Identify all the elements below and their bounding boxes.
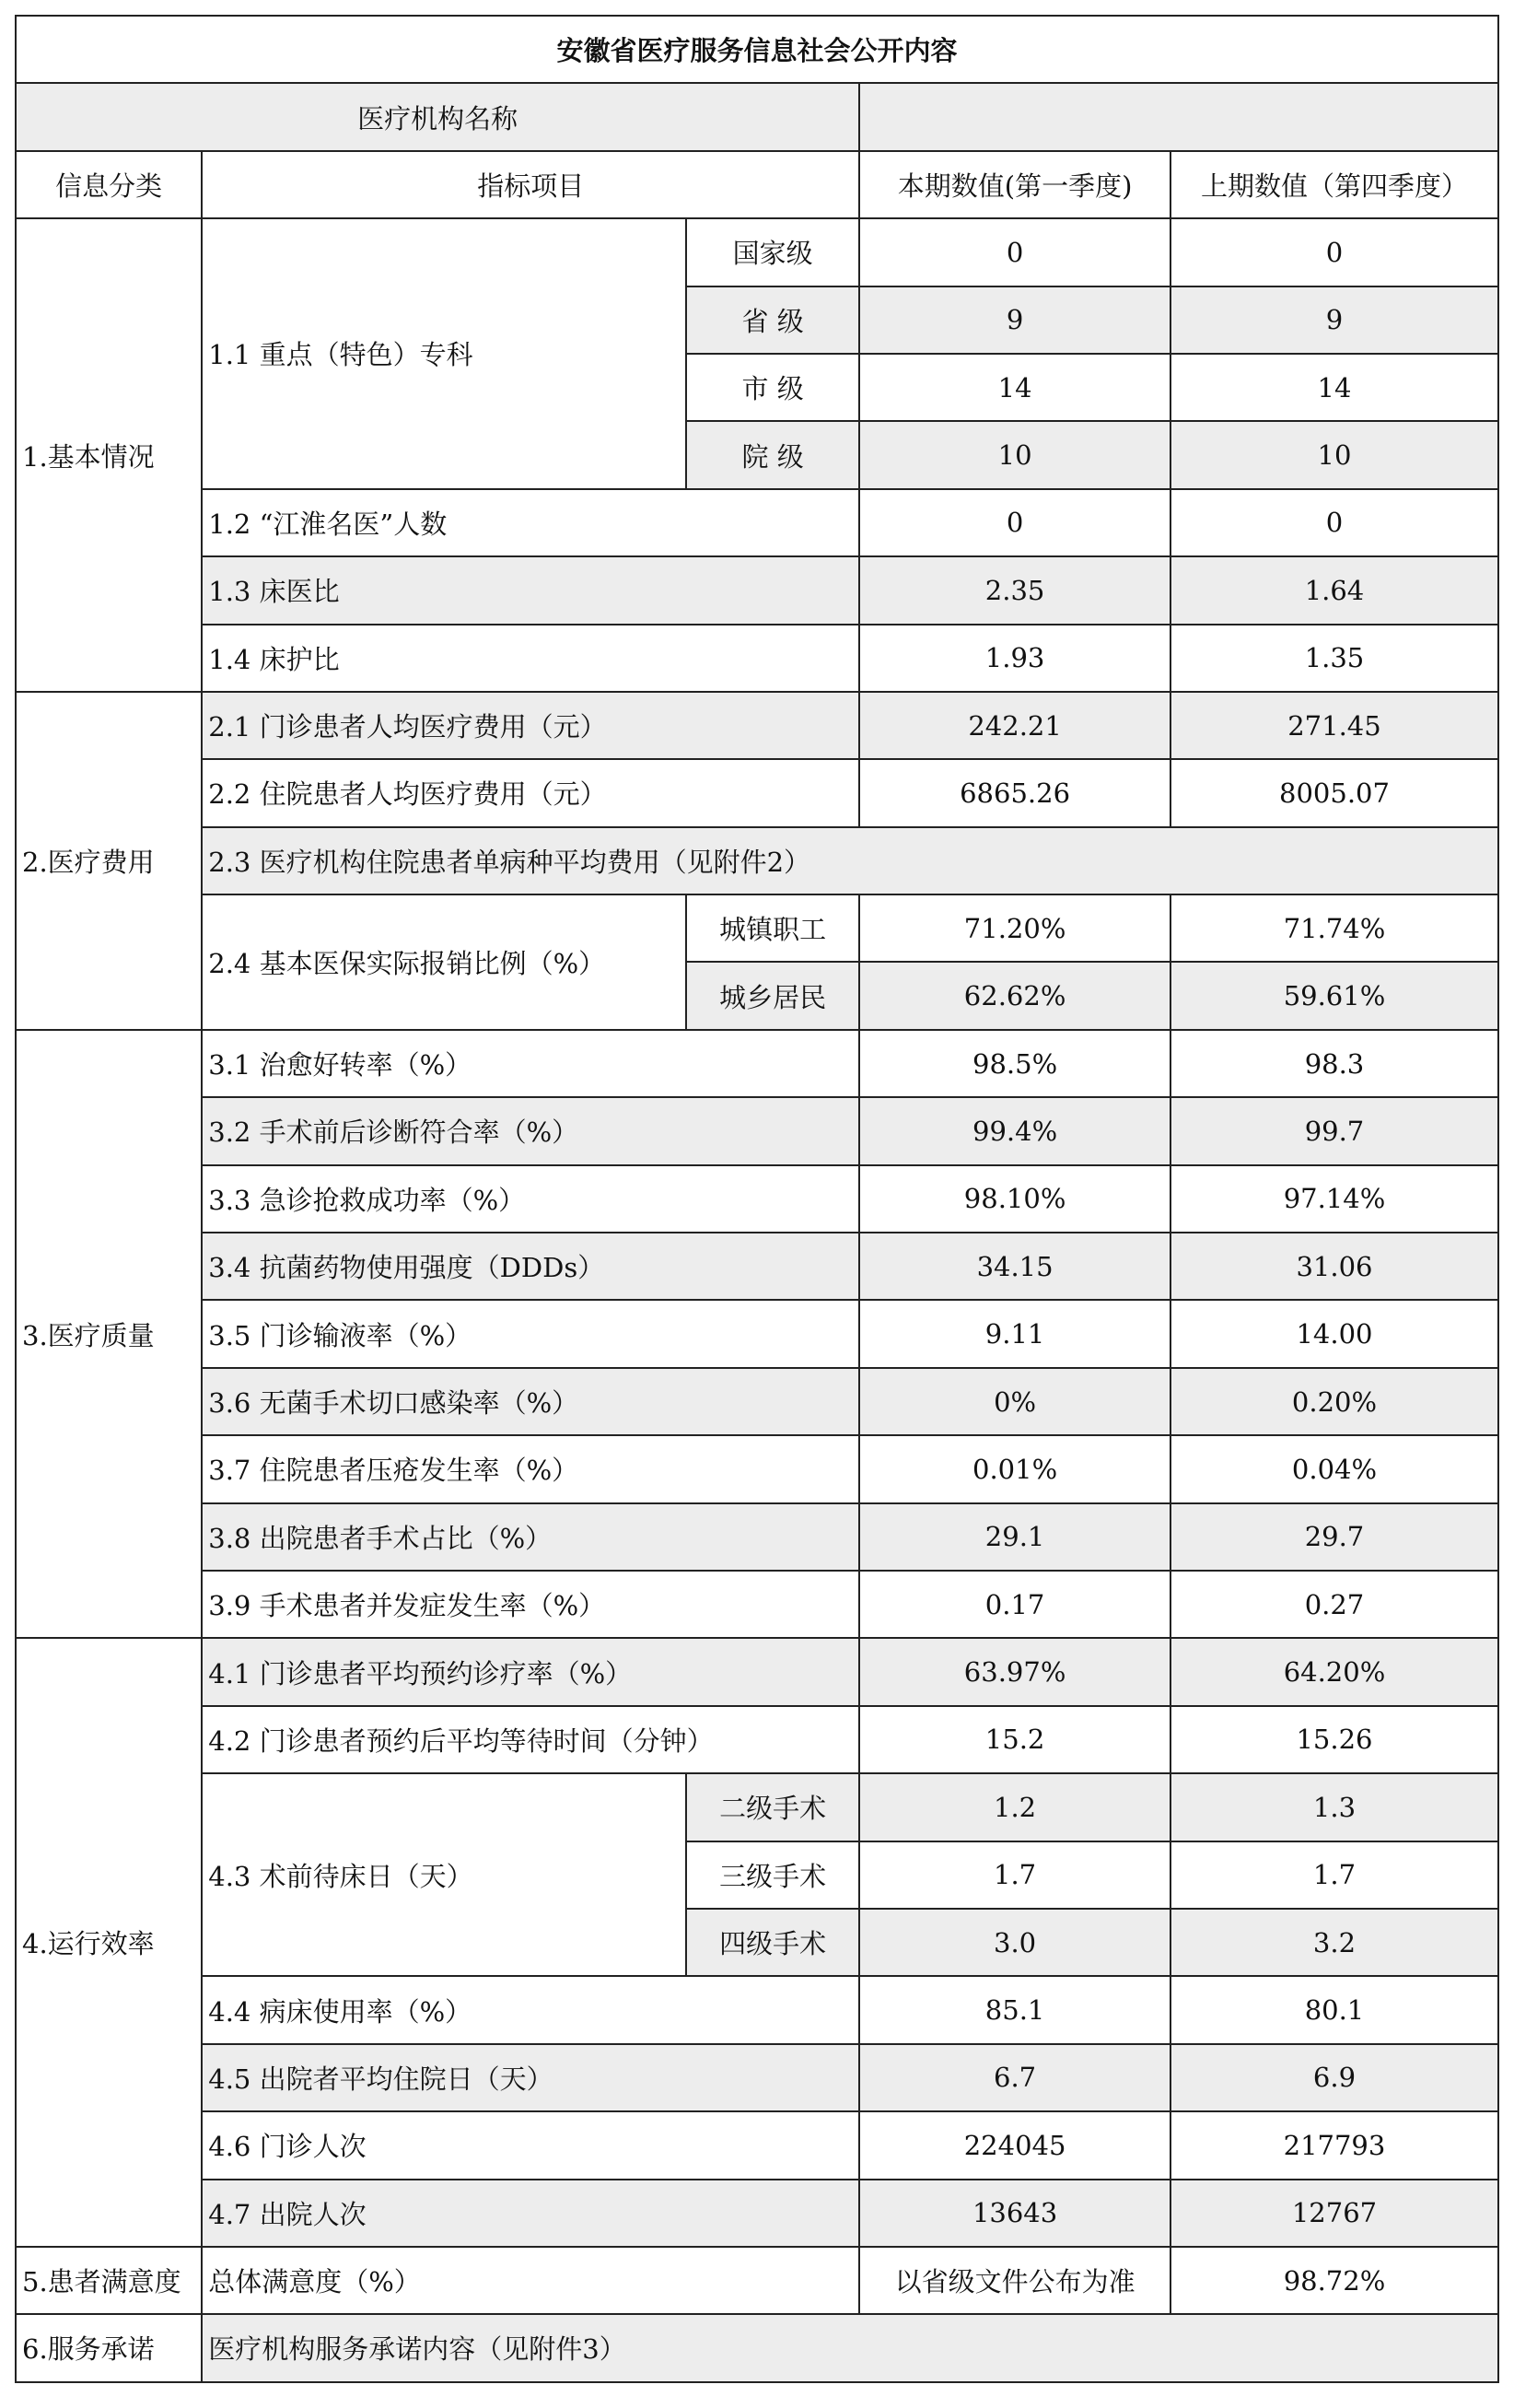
item-label: 3.6 无菌手术切口感染率（%） xyxy=(202,1368,859,1435)
previous-value: 0.27 xyxy=(1170,1571,1498,1638)
previous-value: 0 xyxy=(1170,489,1498,556)
previous-value: 0 xyxy=(1170,218,1498,286)
previous-value: 8005.07 xyxy=(1170,759,1498,826)
sub-item: 二级手术 xyxy=(686,1773,859,1841)
sub-item: 四级手术 xyxy=(686,1909,859,1976)
header-current: 本期数值(第一季度) xyxy=(859,151,1170,218)
current-value: 34.15 xyxy=(859,1233,1170,1300)
current-value: 15.2 xyxy=(859,1706,1170,1773)
header-category: 信息分类 xyxy=(16,151,202,218)
current-value: 29.1 xyxy=(859,1503,1170,1571)
item-label: 4.7 出院人次 xyxy=(202,2180,859,2247)
item-label: 1.2 “江淮名医”人数 xyxy=(202,489,859,556)
current-value: 以省级文件公布为准 xyxy=(859,2247,1170,2314)
item-label: 3.7 住院患者压疮发生率（%） xyxy=(202,1435,859,1502)
category-basic: 1.基本情况 xyxy=(16,218,202,692)
current-value: 3.0 xyxy=(859,1909,1170,1976)
previous-value: 1.3 xyxy=(1170,1773,1498,1841)
category-cost: 2.医疗费用 xyxy=(16,692,202,1030)
current-value: 99.4% xyxy=(859,1097,1170,1164)
previous-value: 97.14% xyxy=(1170,1165,1498,1233)
previous-value: 14 xyxy=(1170,354,1498,421)
previous-value: 6.9 xyxy=(1170,2044,1498,2111)
current-value: 0 xyxy=(859,489,1170,556)
page-title: 安徽省医疗服务信息社会公开内容 xyxy=(16,16,1498,83)
current-value: 0 xyxy=(859,218,1170,286)
current-value: 98.10% xyxy=(859,1165,1170,1233)
current-value: 98.5% xyxy=(859,1030,1170,1097)
current-value: 13643 xyxy=(859,2180,1170,2247)
previous-value: 1.7 xyxy=(1170,1841,1498,1909)
previous-value: 1.64 xyxy=(1170,556,1498,624)
current-value: 6.7 xyxy=(859,2044,1170,2111)
current-value: 85.1 xyxy=(859,1976,1170,2043)
previous-value: 0.20% xyxy=(1170,1368,1498,1435)
category-satisfaction: 5.患者满意度 xyxy=(16,2247,202,2314)
previous-value: 9 xyxy=(1170,286,1498,354)
current-value: 10 xyxy=(859,421,1170,488)
current-value: 0.01% xyxy=(859,1435,1170,1502)
current-value: 62.62% xyxy=(859,962,1170,1029)
item-label: 2.4 基本医保实际报销比例（%） xyxy=(202,894,686,1030)
current-value: 2.35 xyxy=(859,556,1170,624)
previous-value: 10 xyxy=(1170,421,1498,488)
previous-value: 71.74% xyxy=(1170,894,1498,962)
header-previous: 上期数值（第四季度） xyxy=(1170,151,1498,218)
previous-value: 15.26 xyxy=(1170,1706,1498,1773)
current-value: 0.17 xyxy=(859,1571,1170,1638)
category-efficiency: 4.运行效率 xyxy=(16,1638,202,2247)
current-value: 1.93 xyxy=(859,625,1170,692)
category-commitment: 6.服务承诺 xyxy=(16,2314,202,2381)
item-label: 4.6 门诊人次 xyxy=(202,2111,859,2179)
sub-item: 城镇职工 xyxy=(686,894,859,962)
item-label: 2.2 住院患者人均医疗费用（元） xyxy=(202,759,859,826)
previous-value: 1.35 xyxy=(1170,625,1498,692)
previous-value: 64.20% xyxy=(1170,1638,1498,1705)
previous-value: 98.3 xyxy=(1170,1030,1498,1097)
item-label: 4.3 术前待床日（天） xyxy=(202,1773,686,1976)
current-value: 9 xyxy=(859,286,1170,354)
previous-value: 80.1 xyxy=(1170,1976,1498,2043)
item-label: 3.9 手术患者并发症发生率（%） xyxy=(202,1571,859,1638)
previous-value: 217793 xyxy=(1170,2111,1498,2179)
item-label: 3.8 出院患者手术占比（%） xyxy=(202,1503,859,1571)
current-value: 1.2 xyxy=(859,1773,1170,1841)
previous-value: 31.06 xyxy=(1170,1233,1498,1300)
current-value: 14 xyxy=(859,354,1170,421)
item-label: 3.3 急诊抢救成功率（%） xyxy=(202,1165,859,1233)
item-label: 3.5 门诊输液率（%） xyxy=(202,1300,859,1367)
current-value: 71.20% xyxy=(859,894,1170,962)
current-value: 0% xyxy=(859,1368,1170,1435)
previous-value: 29.7 xyxy=(1170,1503,1498,1571)
category-quality: 3.医疗质量 xyxy=(16,1030,202,1639)
sub-item: 城乡居民 xyxy=(686,962,859,1029)
item-label: 1.4 床护比 xyxy=(202,625,859,692)
info-table xyxy=(15,15,1499,2383)
item-label: 4.4 病床使用率（%） xyxy=(202,1976,859,2043)
previous-value: 0.04% xyxy=(1170,1435,1498,1502)
previous-value: 12767 xyxy=(1170,2180,1498,2247)
sub-item: 院 级 xyxy=(686,421,859,488)
current-value: 1.7 xyxy=(859,1841,1170,1909)
current-value: 224045 xyxy=(859,2111,1170,2179)
item-label: 1.1 重点（特色）专科 xyxy=(202,218,686,489)
current-value: 6865.26 xyxy=(859,759,1170,826)
sub-item: 市 级 xyxy=(686,354,859,421)
previous-value: 98.72% xyxy=(1170,2247,1498,2314)
item-label: 1.3 床医比 xyxy=(202,556,859,624)
item-label: 3.2 手术前后诊断符合率（%） xyxy=(202,1097,859,1164)
current-value: 9.11 xyxy=(859,1300,1170,1367)
institution-label: 医疗机构名称 xyxy=(16,83,859,150)
current-value: 242.21 xyxy=(859,692,1170,759)
item-label: 4.5 出院者平均住院日（天） xyxy=(202,2044,859,2111)
item-label: 总体满意度（%） xyxy=(202,2247,859,2314)
previous-value: 59.61% xyxy=(1170,962,1498,1029)
sub-item: 三级手术 xyxy=(686,1841,859,1909)
previous-value: 99.7 xyxy=(1170,1097,1498,1164)
sub-item: 国家级 xyxy=(686,218,859,286)
item-label: 4.1 门诊患者平均预约诊疗率（%） xyxy=(202,1638,859,1705)
previous-value: 271.45 xyxy=(1170,692,1498,759)
institution-value xyxy=(859,83,1498,150)
previous-value: 3.2 xyxy=(1170,1909,1498,1976)
item-label: 3.1 治愈好转率（%） xyxy=(202,1030,859,1097)
item-label: 2.1 门诊患者人均医疗费用（元） xyxy=(202,692,859,759)
header-item: 指标项目 xyxy=(202,151,859,218)
item-label: 4.2 门诊患者预约后平均等待时间（分钟） xyxy=(202,1706,859,1773)
current-value: 63.97% xyxy=(859,1638,1170,1705)
item-label: 2.3 医疗机构住院患者单病种平均费用（见附件2） xyxy=(202,827,1498,894)
item-label: 医疗机构服务承诺内容（见附件3） xyxy=(202,2314,1498,2381)
sub-item: 省 级 xyxy=(686,286,859,354)
previous-value: 14.00 xyxy=(1170,1300,1498,1367)
item-label: 3.4 抗菌药物使用强度（DDDs） xyxy=(202,1233,859,1300)
